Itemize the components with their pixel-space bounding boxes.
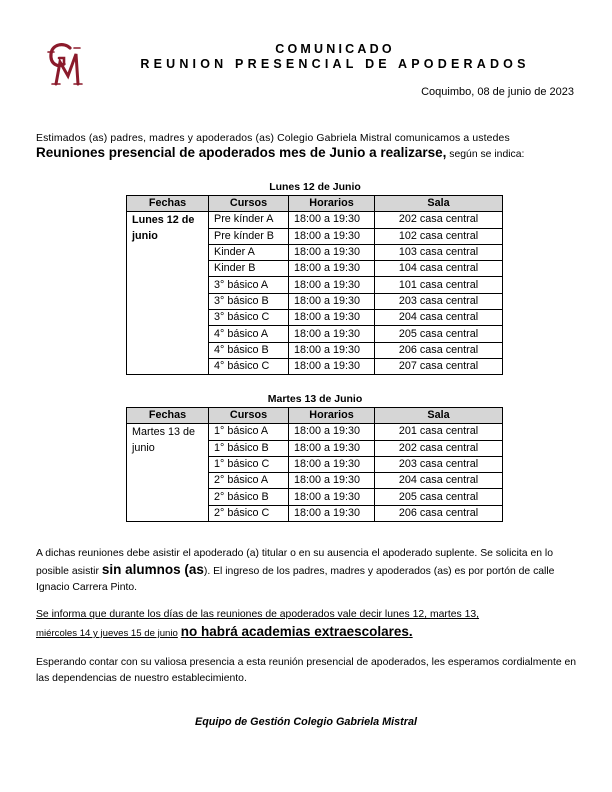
schedule-table-monday [126, 195, 503, 375]
curso-cell: Pre kínder B [209, 228, 289, 244]
column-header: Sala [375, 408, 503, 424]
sala-cell: 202 casa central [375, 212, 503, 228]
signature: Equipo de Gestión Colegio Gabriela Mistral [195, 716, 417, 728]
sala-cell: 204 casa central [375, 310, 503, 326]
sala-cell: 205 casa central [375, 326, 503, 342]
curso-cell: 4° básico B [209, 342, 289, 358]
sala-cell: 207 casa central [375, 358, 503, 374]
document-header [100, 42, 570, 72]
horario-cell: 18:00 a 19:30 [289, 358, 375, 374]
column-header: Cursos [209, 408, 289, 424]
school-monogram-logo [44, 40, 86, 86]
para2-end: . [408, 624, 413, 639]
horario-cell: 18:00 a 19:30 [289, 505, 375, 521]
para1-post: ). El ingreso de los padres, madres y apoderados (as) es por portón de calle Ignacio Carrera Pinto. [36, 566, 555, 593]
horario-cell: 18:00 a 19:30 [289, 261, 375, 277]
column-header: Sala [375, 196, 503, 212]
sala-cell: 202 casa central [375, 440, 503, 456]
horario-cell: 18:00 a 19:30 [289, 424, 375, 440]
column-header: Horarios [289, 196, 375, 212]
table-row [127, 212, 503, 228]
sala-cell: 104 casa central [375, 261, 503, 277]
table-header-row [127, 408, 503, 424]
attendance-paragraph [36, 546, 578, 596]
academies-notice [36, 606, 578, 642]
curso-cell: Kinder A [209, 244, 289, 260]
curso-cell: 4° básico A [209, 326, 289, 342]
sala-cell: 203 casa central [375, 293, 503, 309]
sala-cell: 204 casa central [375, 473, 503, 489]
curso-cell: 1° básico B [209, 440, 289, 456]
para2-line1: Se informa que durante los días de las reuniones de apoderados vale decir lunes 12, martes 13, [36, 609, 480, 620]
horario-cell: 18:00 a 19:30 [289, 293, 375, 309]
curso-cell: 2° básico C [209, 505, 289, 521]
curso-cell: 3° básico A [209, 277, 289, 293]
column-header: Horarios [289, 408, 375, 424]
para1-bold: sin alumnos (as [101, 562, 204, 577]
sala-cell: 103 casa central [375, 244, 503, 260]
table1-caption: Lunes 12 de Junio [269, 181, 361, 193]
curso-cell: 1° básico A [209, 424, 289, 440]
sala-cell: 205 casa central [375, 489, 503, 505]
horario-cell: 18:00 a 19:30 [289, 310, 375, 326]
curso-cell: 4° básico C [209, 358, 289, 374]
intro-paragraph [36, 132, 576, 162]
sala-cell: 203 casa central [375, 456, 503, 472]
curso-cell: 3° básico C [209, 310, 289, 326]
curso-cell: Kinder B [209, 261, 289, 277]
horario-cell: 18:00 a 19:30 [289, 277, 375, 293]
closing-paragraph: Esperando contar con su valiosa presencia a esta reunión presencial de apoderados, les esperamos cordialmente en las dependencias de nuestro establecimiento. [36, 657, 577, 684]
horario-cell: 18:00 a 19:30 [289, 440, 375, 456]
intro-line: Estimados (as) padres, madres y apoderados (as) Colegio Gabriela Mistral comunicamos a ustedes [36, 133, 510, 144]
para1-pre: A dichas reuniones debe asistir el apoderado (a) titular o en su ausencia el apoderado suplente. Se solicita en lo posible asistir [36, 548, 553, 577]
curso-cell: 1° básico C [209, 456, 289, 472]
sala-cell: 102 casa central [375, 228, 503, 244]
para2-small: miércoles 14 y jueves 15 de junio [36, 628, 178, 639]
intro-after: según se indica: [446, 149, 525, 160]
curso-cell: Pre kínder A [209, 212, 289, 228]
sala-cell: 101 casa central [375, 277, 503, 293]
horario-cell: 18:00 a 19:30 [289, 456, 375, 472]
column-header: Fechas [127, 196, 209, 212]
sala-cell: 206 casa central [375, 505, 503, 521]
intro-bold: Reuniones presencial de apoderados mes de Junio a realizarse, [36, 145, 447, 160]
table2-caption: Martes 13 de Junio [267, 393, 363, 405]
document-title: COMUNICADO [275, 42, 395, 56]
date-line: Coquimbo, 08 de junio de 2023 [421, 86, 574, 98]
table-row [127, 424, 503, 440]
horario-cell: 18:00 a 19:30 [289, 342, 375, 358]
schedule-table-tuesday [126, 407, 503, 522]
horario-cell: 18:00 a 19:30 [289, 489, 375, 505]
curso-cell: 2° básico B [209, 489, 289, 505]
fecha-cell: Martes 13 de junio [127, 424, 209, 522]
fecha-cell: Lunes 12 de junio [127, 212, 209, 375]
horario-cell: 18:00 a 19:30 [289, 473, 375, 489]
para2-bold: no habrá academias extraescolares [180, 624, 409, 639]
sala-cell: 201 casa central [375, 424, 503, 440]
horario-cell: 18:00 a 19:30 [289, 228, 375, 244]
sala-cell: 206 casa central [375, 342, 503, 358]
horario-cell: 18:00 a 19:30 [289, 212, 375, 228]
curso-cell: 2° básico A [209, 473, 289, 489]
column-header: Fechas [127, 408, 209, 424]
table-header-row [127, 196, 503, 212]
document-subtitle: REUNION PRESENCIAL DE APODERADOS [140, 57, 530, 71]
horario-cell: 18:00 a 19:30 [289, 326, 375, 342]
horario-cell: 18:00 a 19:30 [289, 244, 375, 260]
curso-cell: 3° básico B [209, 293, 289, 309]
column-header: Cursos [209, 196, 289, 212]
